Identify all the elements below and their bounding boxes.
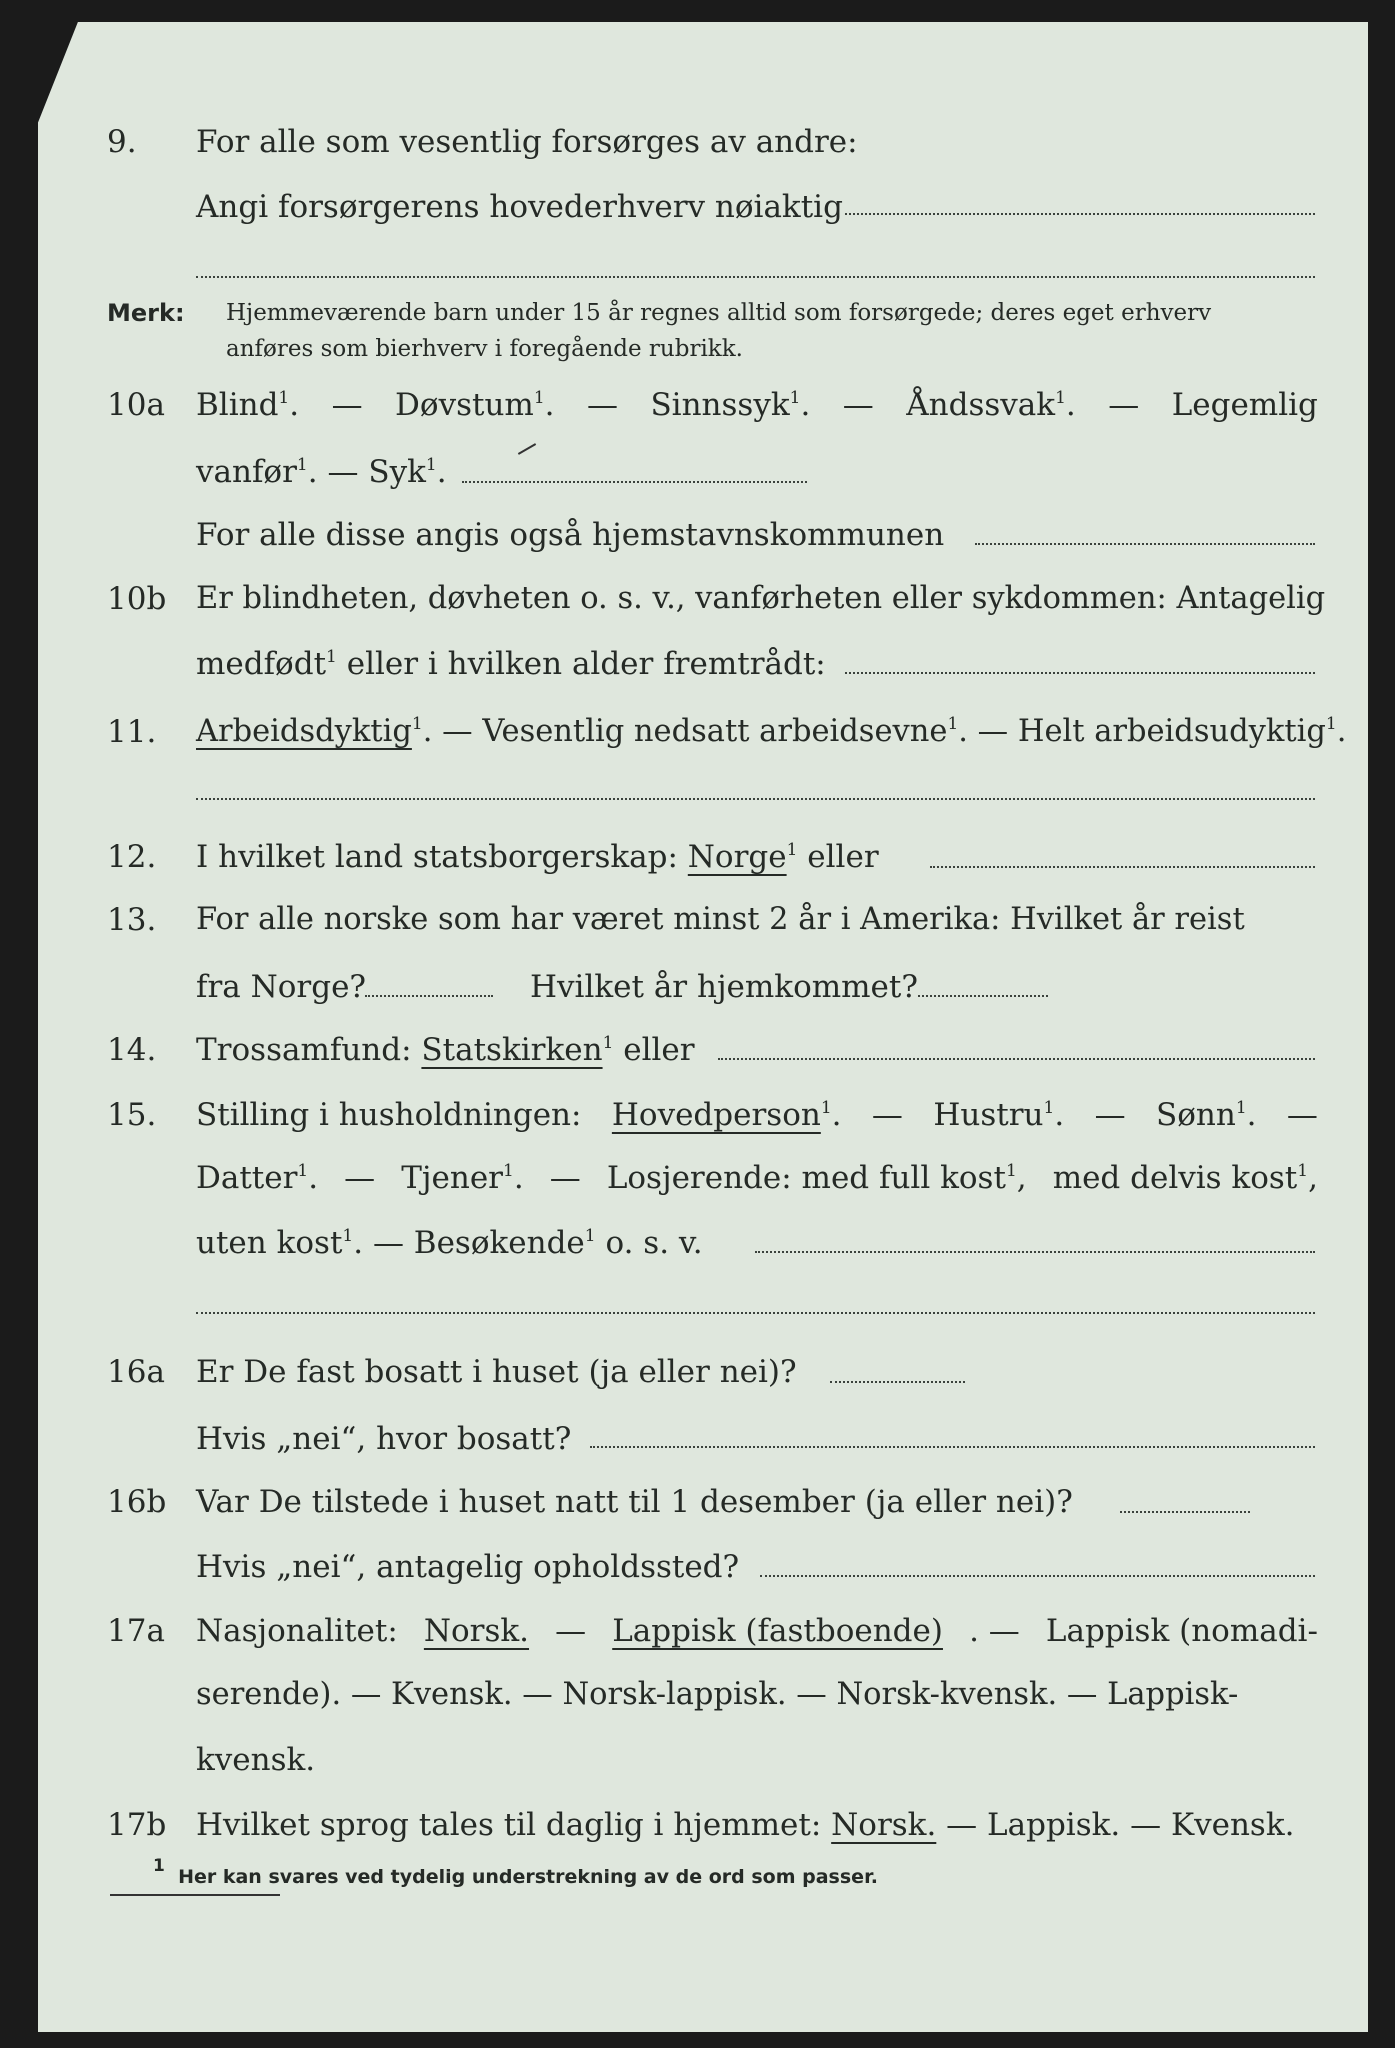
option-delvis-kost[interactable]: med delvis kost$^1$, [1052, 1160, 1318, 1196]
q15-row-2 [0, 1153, 1395, 1203]
footnote [153, 1856, 878, 1888]
q13-year-return-line[interactable] [918, 995, 1048, 997]
q16a-residence-line[interactable] [590, 1446, 1315, 1448]
q10a-home-line[interactable] [975, 543, 1315, 545]
option-medfodt[interactable]: medfødt [196, 646, 327, 682]
q10b-row-1 [0, 574, 1395, 624]
q15-options-3: uten kost$^1$. — Besøkende$^1$ o. s. v. [196, 1225, 703, 1261]
option-norge[interactable]: Norge [687, 839, 787, 875]
q12-row [0, 832, 1395, 882]
q17a-options-2: serende). — Kvensk. — Norsk-lappisk. — Norsk-kvensk. — Lappisk- [196, 1677, 1239, 1712]
q12-answer-line[interactable] [930, 866, 1315, 868]
q11-answer-line[interactable] [196, 798, 1315, 800]
option-dovstum[interactable]: Døvstum$^1$. [395, 387, 555, 423]
q15-row-1 [0, 1090, 1395, 1140]
q10b-row-2 [0, 639, 1395, 689]
q10a-row-1 [0, 380, 1395, 430]
q15-answer-line-2[interactable] [196, 1312, 1315, 1314]
q17a-row-2 [0, 1670, 1395, 1720]
q9-answer-line[interactable] [845, 213, 1315, 215]
q16b-row-2 [0, 1542, 1395, 1592]
q10a-row-3 [0, 510, 1395, 560]
option-statskirken[interactable]: Statskirken [421, 1032, 603, 1068]
merk-label: Merk: [107, 299, 185, 327]
option-lappisk-nomadiserende[interactable]: Lappisk (nomadi- [1045, 1613, 1318, 1649]
option-tjener[interactable]: Tjener$^1$. [401, 1160, 524, 1196]
q10b-prompt: medfødt$^1$ eller i hvilken alder fremtrådt: [196, 646, 826, 682]
q16a-row-2 [0, 1414, 1395, 1464]
q13-hjemkommet: Hvilket år hjemkommet? [530, 969, 918, 1005]
q17a-options-3: kvensk. [196, 1742, 316, 1778]
q10b-number: 10b [107, 581, 167, 617]
option-udyktig[interactable]: Helt arbeidsudyktig [1017, 714, 1326, 749]
q10a-options-2: vanfør$^1$. — Syk$^1$. [196, 454, 447, 490]
option-uten-kost[interactable]: uten kost [196, 1225, 343, 1261]
q10b-answer-line[interactable] [845, 672, 1315, 674]
option-andssvak[interactable]: Åndssvak$^1$. [906, 387, 1076, 423]
q9-prompt: Angi forsørgerens hovederhverv nøiaktig [196, 189, 843, 225]
q16b-location-line[interactable] [760, 1575, 1315, 1577]
q16a-row-1 [0, 1347, 1395, 1397]
option-sonn[interactable]: Sønn$^1$. [1155, 1097, 1257, 1133]
q13-fra-norge: fra Norge? [196, 969, 367, 1005]
q10b-question: Er blindheten, døvheten o. s. v., vanførheten eller sykdommen: Antagelig [196, 581, 1326, 616]
q17a-row-3 [0, 1735, 1395, 1785]
q13-row-1 [0, 895, 1395, 945]
q15-row-3 [0, 1218, 1395, 1268]
option-syk[interactable]: Syk$^1$. [368, 454, 447, 490]
q16b-number: 16b [107, 1484, 167, 1520]
q10a-answer-line[interactable] [462, 481, 807, 483]
q15-number: 15. [107, 1097, 157, 1133]
option-legemlig[interactable]: Legemlig [1171, 387, 1318, 423]
footnote-rule [110, 1894, 280, 1896]
q14-question: Trossamfund: Statskirken$^1$ eller [196, 1032, 695, 1068]
option-datter[interactable]: Datter$^1$. [196, 1160, 319, 1196]
footnote-mark: 1 [153, 1856, 165, 1876]
q13-number: 13. [107, 902, 157, 938]
q14-answer-line[interactable] [718, 1058, 1315, 1060]
q13-question: For alle norske som har været minst 2 år i Amerika: Hvilket år reist [196, 902, 1245, 937]
merk-text-1: Hjemmeværende barn under 15 år regnes alltid som forsørgede; deres eget erhverv [226, 300, 1212, 326]
q16a-prompt: Hvis „nei“, hvor bosatt? [196, 1421, 572, 1457]
q10a-options: Blind$^1$. — Døvstum$^1$. — Sinnssyk$^1$. — Åndssvak$^1$. — Legemlig [196, 380, 1318, 430]
q15-options-2: Datter$^1$. — Tjener$^1$. — Losjerende: med full kost$^1$, med delvis kost$^1$, [196, 1153, 1318, 1203]
q11-options: Arbeidsdyktig$^1$. — Vesentlig nedsatt arbeidsevne$^1$. — Helt arbeidsudyktig$^1$. [196, 714, 1347, 749]
q16a-number: 16a [107, 1354, 165, 1390]
q12-question: I hvilket land statsborgerskap: Norge$^1$ eller [196, 839, 879, 875]
option-vanfor[interactable]: vanfør$^1$. [196, 454, 318, 490]
option-full-kost[interactable]: Losjerende: med full kost$^1$, [606, 1160, 1027, 1196]
option-norsk-sprog[interactable]: Norsk. [831, 1807, 937, 1843]
q16a-question: Er De fast bosatt i huset (ja eller nei)? [196, 1354, 797, 1390]
option-besokende[interactable]: Besøkende [413, 1225, 585, 1261]
q15-options-1: Stilling i husholdningen: Hovedperson$^1$. — Hustru$^1$. — Sønn$^1$. — [196, 1090, 1318, 1140]
q11-row [0, 707, 1395, 757]
q10a-number: 10a [107, 387, 165, 423]
q12-number: 12. [107, 839, 157, 875]
option-norsk[interactable]: Norsk. [423, 1613, 530, 1649]
q13-year-left-line[interactable] [365, 995, 493, 997]
q11-number: 11. [107, 714, 157, 750]
q16a-answer-line[interactable] [830, 1381, 965, 1383]
q16b-prompt: Hvis „nei“, antagelig opholdssted? [196, 1549, 740, 1585]
q15-answer-line[interactable] [755, 1251, 1315, 1253]
option-hustru[interactable]: Hustru$^1$. [933, 1097, 1065, 1133]
q9-row-2 [0, 182, 1395, 232]
q17a-row-1 [0, 1606, 1395, 1656]
q13-row-2 [0, 962, 1395, 1012]
merk-row-1 [0, 295, 1395, 331]
q10a-prompt: For alle disse angis også hjemstavnskommunen [196, 517, 945, 553]
footnote-text: Her kan svares ved tydelig understrekning av de ord som passer. [178, 1866, 878, 1888]
q10a-row-2 [0, 447, 1395, 497]
q9-question: For alle som vesentlig forsørges av andre: [196, 124, 858, 160]
option-blind[interactable]: Blind$^1$. [196, 387, 300, 423]
option-lappisk-fastboende[interactable]: Lappisk (fastboende) [612, 1613, 943, 1649]
option-nedsatt[interactable]: Vesentlig nedsatt arbeidsevne [482, 714, 948, 749]
q9-number: 9. [107, 124, 137, 160]
q17b-question: Hvilket sprog tales til daglig i hjemmet: Norsk. — Lappisk. — Kvensk. [196, 1807, 1295, 1843]
q17b-number: 17b [107, 1807, 167, 1843]
q16b-question: Var De tilstede i huset natt til 1 desember (ja eller nei)? [196, 1484, 1073, 1520]
q17a-options-1: Nasjonalitet: Norsk. — Lappisk (fastboende) . — Lappisk (nomadi- [196, 1606, 1318, 1656]
q14-number: 14. [107, 1032, 157, 1068]
q9-answer-line-2[interactable] [196, 276, 1315, 278]
q17b-row [0, 1800, 1395, 1850]
q16b-answer-line[interactable] [1120, 1511, 1250, 1513]
q16b-row-1 [0, 1477, 1395, 1527]
q14-row [0, 1025, 1395, 1075]
q17a-number: 17a [107, 1613, 165, 1649]
option-sinnssyk[interactable]: Sinnssyk$^1$. [650, 387, 811, 423]
merk-row-2 [0, 331, 1395, 367]
q9-row-1 [0, 117, 1395, 167]
option-arbeidsdyktig[interactable]: Arbeidsdyktig [196, 714, 412, 749]
option-hovedperson[interactable]: Hovedperson [611, 1097, 821, 1133]
merk-text-2: anføres som bierhverv i foregående rubrikk. [226, 336, 743, 362]
